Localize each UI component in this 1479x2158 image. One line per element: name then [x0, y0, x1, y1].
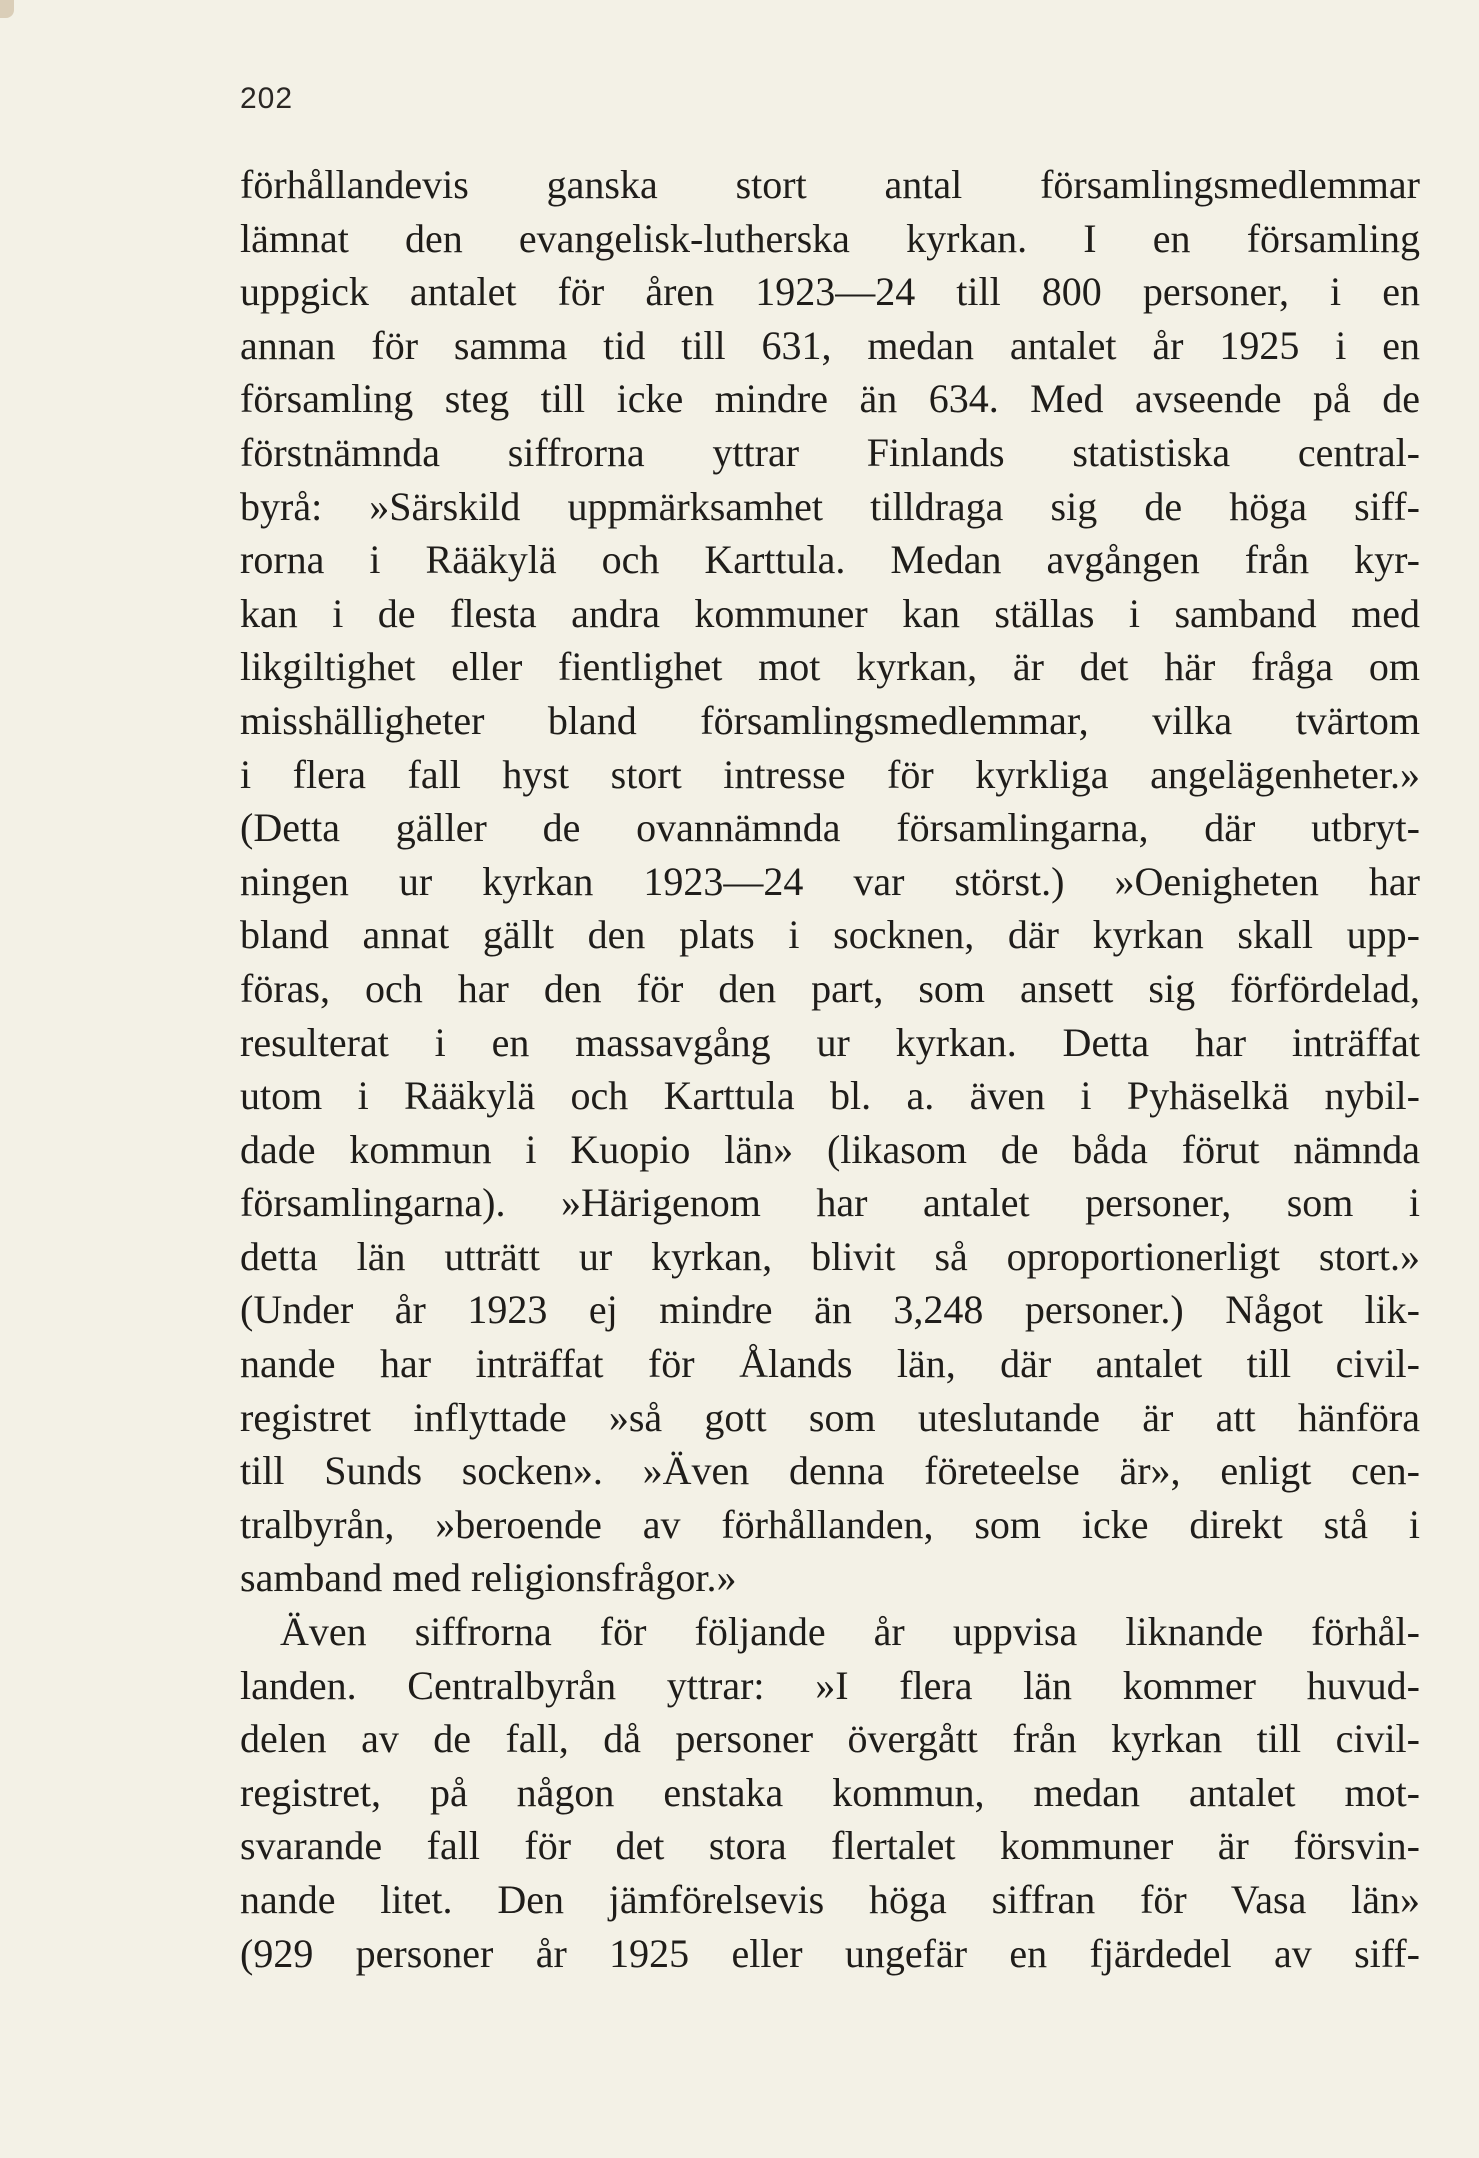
text-line: registret inflyttade »så gott som uteslutande är att hänföra — [240, 1394, 1420, 1440]
text-line: likgiltighet eller fientlighet mot kyrkan, är det här fråga om — [240, 644, 1420, 690]
text-line: dade kommun i Kuopio län» (likasom de båda förut nämnda — [240, 1126, 1420, 1172]
text-line: landen. Centralbyrån yttrar: »I flera län kommer huvud- — [240, 1662, 1420, 1708]
text-line: delen av de fall, då personer övergått från kyrkan till civil- — [240, 1716, 1420, 1762]
text-line-paragraph-start: Även siffrorna för följande år uppvisa liknande förhål- — [280, 1609, 1420, 1655]
text-line: svarande fall för det stora flertalet kommuner är försvin- — [240, 1823, 1420, 1869]
page-corner-stain — [0, 0, 14, 18]
text-line: utom i Rääkylä och Karttula bl. a. även i Pyhäselkä nybil- — [240, 1073, 1420, 1119]
text-line: lämnat den evangelisk-lutherska kyrkan. I en församling — [240, 215, 1420, 261]
text-line: nande har inträffat för Ålands län, där antalet till civil- — [240, 1341, 1420, 1387]
text-line-paragraph-end: samband med religionsfrågor.» — [240, 1555, 737, 1601]
text-line: (929 personer år 1925 eller ungefär en fjärdedel av siff- — [240, 1930, 1420, 1976]
text-line: (Detta gäller de ovannämnda församlingarna, där utbryt- — [240, 805, 1420, 851]
text-line: till Sunds socken». »Även denna företeelse är», enligt cen- — [240, 1448, 1420, 1494]
text-line: församling steg till icke mindre än 634. Med avseende på de — [240, 376, 1420, 422]
text-line: bland annat gällt den plats i socknen, där kyrkan skall upp- — [240, 912, 1420, 958]
text-line: misshälligheter bland församlingsmedlemmar, vilka tvärtom — [240, 697, 1420, 743]
page-number: 202 — [240, 82, 294, 115]
text-line: ningen ur kyrkan 1923—24 var störst.) »Oenigheten har — [240, 858, 1420, 904]
text-line: i flera fall hyst stort intresse för kyrkliga angelägenheter.» — [240, 751, 1420, 797]
text-line: kan i de flesta andra kommuner kan ställas i samband med — [240, 590, 1420, 636]
text-line: församlingarna). »Härigenom har antalet personer, som i — [240, 1180, 1420, 1226]
text-line: rorna i Rääkylä och Karttula. Medan avgången från kyr- — [240, 537, 1420, 583]
text-line: detta län utträtt ur kyrkan, blivit så oproportionerligt stort.» — [240, 1233, 1420, 1279]
text-line: registret, på någon enstaka kommun, medan antalet mot- — [240, 1769, 1420, 1815]
text-line: resulterat i en massavgång ur kyrkan. Detta har inträffat — [240, 1019, 1420, 1065]
body-text — [240, 158, 1420, 1980]
text-line: tralbyrån, »beroende av förhållanden, som icke direkt stå i — [240, 1501, 1420, 1547]
text-line: förhållandevis ganska stort antal församlingsmedlemmar — [240, 162, 1420, 207]
text-line: förstnämnda siffrorna yttrar Finlands statistiska central- — [240, 429, 1420, 475]
text-line: (Under år 1923 ej mindre än 3,248 personer.) Något lik- — [240, 1287, 1420, 1333]
text-line: byrå: »Särskild uppmärksamhet tilldraga sig de höga siff- — [240, 483, 1420, 529]
text-line: föras, och har den för den part, som ansett sig förfördelad, — [240, 965, 1420, 1011]
text-line: annan för samma tid till 631, medan antalet år 1925 i en — [240, 322, 1420, 368]
text-line: uppgick antalet för åren 1923—24 till 800 personer, i en — [240, 269, 1420, 315]
text-line: nande litet. Den jämförelsevis höga siffran för Vasa län» — [240, 1877, 1420, 1922]
